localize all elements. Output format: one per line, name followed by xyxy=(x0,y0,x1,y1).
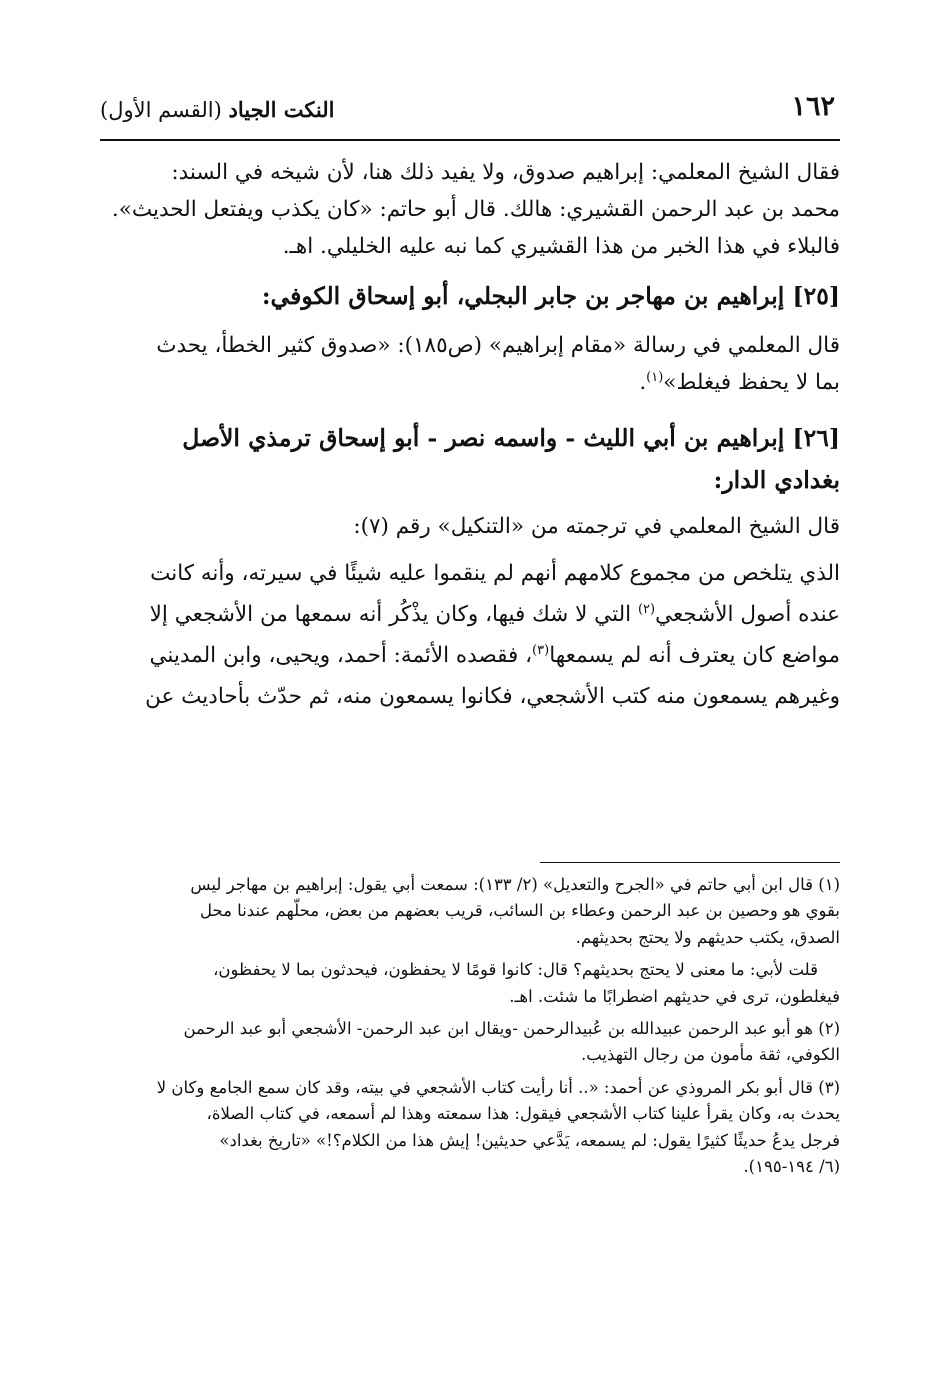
footnote-3 xyxy=(100,1075,840,1181)
text-segment: ، فقصده الأئمة: أحمد، ويحيى، وابن المديني xyxy=(149,643,533,669)
heading-line: بغدادي الدار: xyxy=(713,465,840,494)
footnote-ref-3[interactable]: (٣) xyxy=(532,643,550,659)
quote-text: بما لا يحفظ فيغلط» xyxy=(663,369,840,395)
text-line xyxy=(100,368,840,397)
footnote-line: (٣) قال أبو بكر المروذي عن أحمد: «.. أنا رأيت كتاب الأشجعي في بيته، وقد كان سمع الجامع وكان لا xyxy=(156,1077,840,1097)
footnote-line: قلت لأبي: ما معنى لا يحتج بحديثهم؟ قال: كانوا قومًا لا يحفظون، فيحدثون بما لا يحفظون، xyxy=(213,960,818,980)
entry-25-heading: [٢٥] إبراهيم بن مهاجر بن جابر البجلي، أبو إسحاق الكوفي: xyxy=(261,282,840,311)
footnote-2 xyxy=(100,1016,840,1069)
text-line xyxy=(100,641,840,670)
text-line: فالبلاء في هذا الخبر من هذا القشيري كما نبه عليه الخليلي. اهـ. xyxy=(282,234,840,260)
section-label: (القسم الأول) xyxy=(100,98,222,122)
running-title xyxy=(100,97,335,122)
text-line: الذي يتلخص من مجموع كلامهم أنهم لم ينقموا عليه شيئًا في سيرته، وأنه كانت xyxy=(150,561,840,587)
footnote-1 xyxy=(100,872,840,951)
text-segment: عنده أصول الأشجعي xyxy=(655,602,840,628)
text-line xyxy=(100,600,840,629)
footnote-ref-2[interactable]: (٢) xyxy=(637,602,656,618)
footnote-line: يحدث به، وكان يقرأ علينا كتاب الأشجعي فيقول: هذا سمعته وهذا لم أسمعه، في كتاب الصلاة، xyxy=(206,1104,840,1124)
footnote-line: بقوي هو وحصين بن عبد الرحمن وعطاء بن السائب، قريب بعضهم من بعض، محلّهم عندنا محل xyxy=(199,901,840,921)
text-line: محمد بن عبد الرحمن القشيري: هالك. قال أبو حاتم: «كان يكذب ويفتعل الحديث». xyxy=(111,197,840,223)
entry-24-tail xyxy=(100,158,840,261)
entry-26-body xyxy=(100,559,840,711)
footnotes xyxy=(100,872,840,1180)
entry-26-heading xyxy=(100,423,840,496)
text-line: قال المعلمي في رسالة «مقام إبراهيم» (ص١٨٥): «صدوق كثير الخطأ، يحدث xyxy=(156,332,840,358)
footnote-line: (١) قال ابن أبي حاتم في «الجرح والتعديل» (٢/ ١٣٣): سمعت أبي يقول: إبراهيم بن مهاجر ليس xyxy=(190,875,840,894)
book-title: النكت الجياد xyxy=(228,97,335,122)
footnote-line: الكوفي، ثقة مأمون من رجال التهذيب. xyxy=(580,1045,840,1065)
text-segment: مواضع كان يعترف أنه لم يسمعها xyxy=(549,643,840,669)
footnote-line: (٢) هو أبو عبد الرحمن عبيدالله بن عُبيدالرحمن -ويقال ابن عبد الرحمن- الأشجعي أبو عبد الرحمن xyxy=(183,1018,840,1038)
main-text xyxy=(100,158,840,711)
text-line: وغيرهم يسمعون منه كتب الأشجعي، فكانوا يسمعون منه، ثم حدّث بأحاديث عن xyxy=(145,684,840,710)
text-line: فقال الشيخ المعلمي: إبراهيم صدوق، ولا يفيد ذلك هنا، لأن شيخه في السند: xyxy=(171,160,840,185)
entry-26-intro: قال الشيخ المعلمي في ترجمته من «التنكيل» رقم (٧): xyxy=(353,514,840,540)
entry-25-body xyxy=(100,331,840,397)
footnote-separator xyxy=(540,862,840,863)
footnote-ref-1[interactable]: (١) xyxy=(646,369,664,385)
header-rule xyxy=(100,139,840,141)
footnote-line: فيغلطون، ترى في حديثهم اضطرابًا ما شئت. اهـ. xyxy=(509,986,840,1006)
page-header xyxy=(100,82,835,122)
footnote-1-cont xyxy=(100,957,840,1010)
footnote-line: فرجل يدعُ حديثًا كثيرًا يقول: لم يسمعه، يَدَّعي حديثين! إيش هذا من الكلام؟!» «تاريخ بغداد» xyxy=(219,1130,840,1150)
text-segment: التي لا شك فيها، وكان يذْكُر أنه سمعها من الأشجعي إلا xyxy=(149,602,638,628)
page-number: ١٦٢ xyxy=(791,91,835,122)
period: . xyxy=(639,369,647,395)
footnote-line: (٦/ ١٩٤-١٩٥). xyxy=(743,1156,840,1176)
footnote-line: الصدق، يكتب حديثهم ولا يحتج بحديثهم. xyxy=(575,927,840,947)
heading-line: [٢٦] إبراهيم بن أبي الليث - واسمه نصر - أبو إسحاق ترمذي الأصل xyxy=(182,423,840,452)
